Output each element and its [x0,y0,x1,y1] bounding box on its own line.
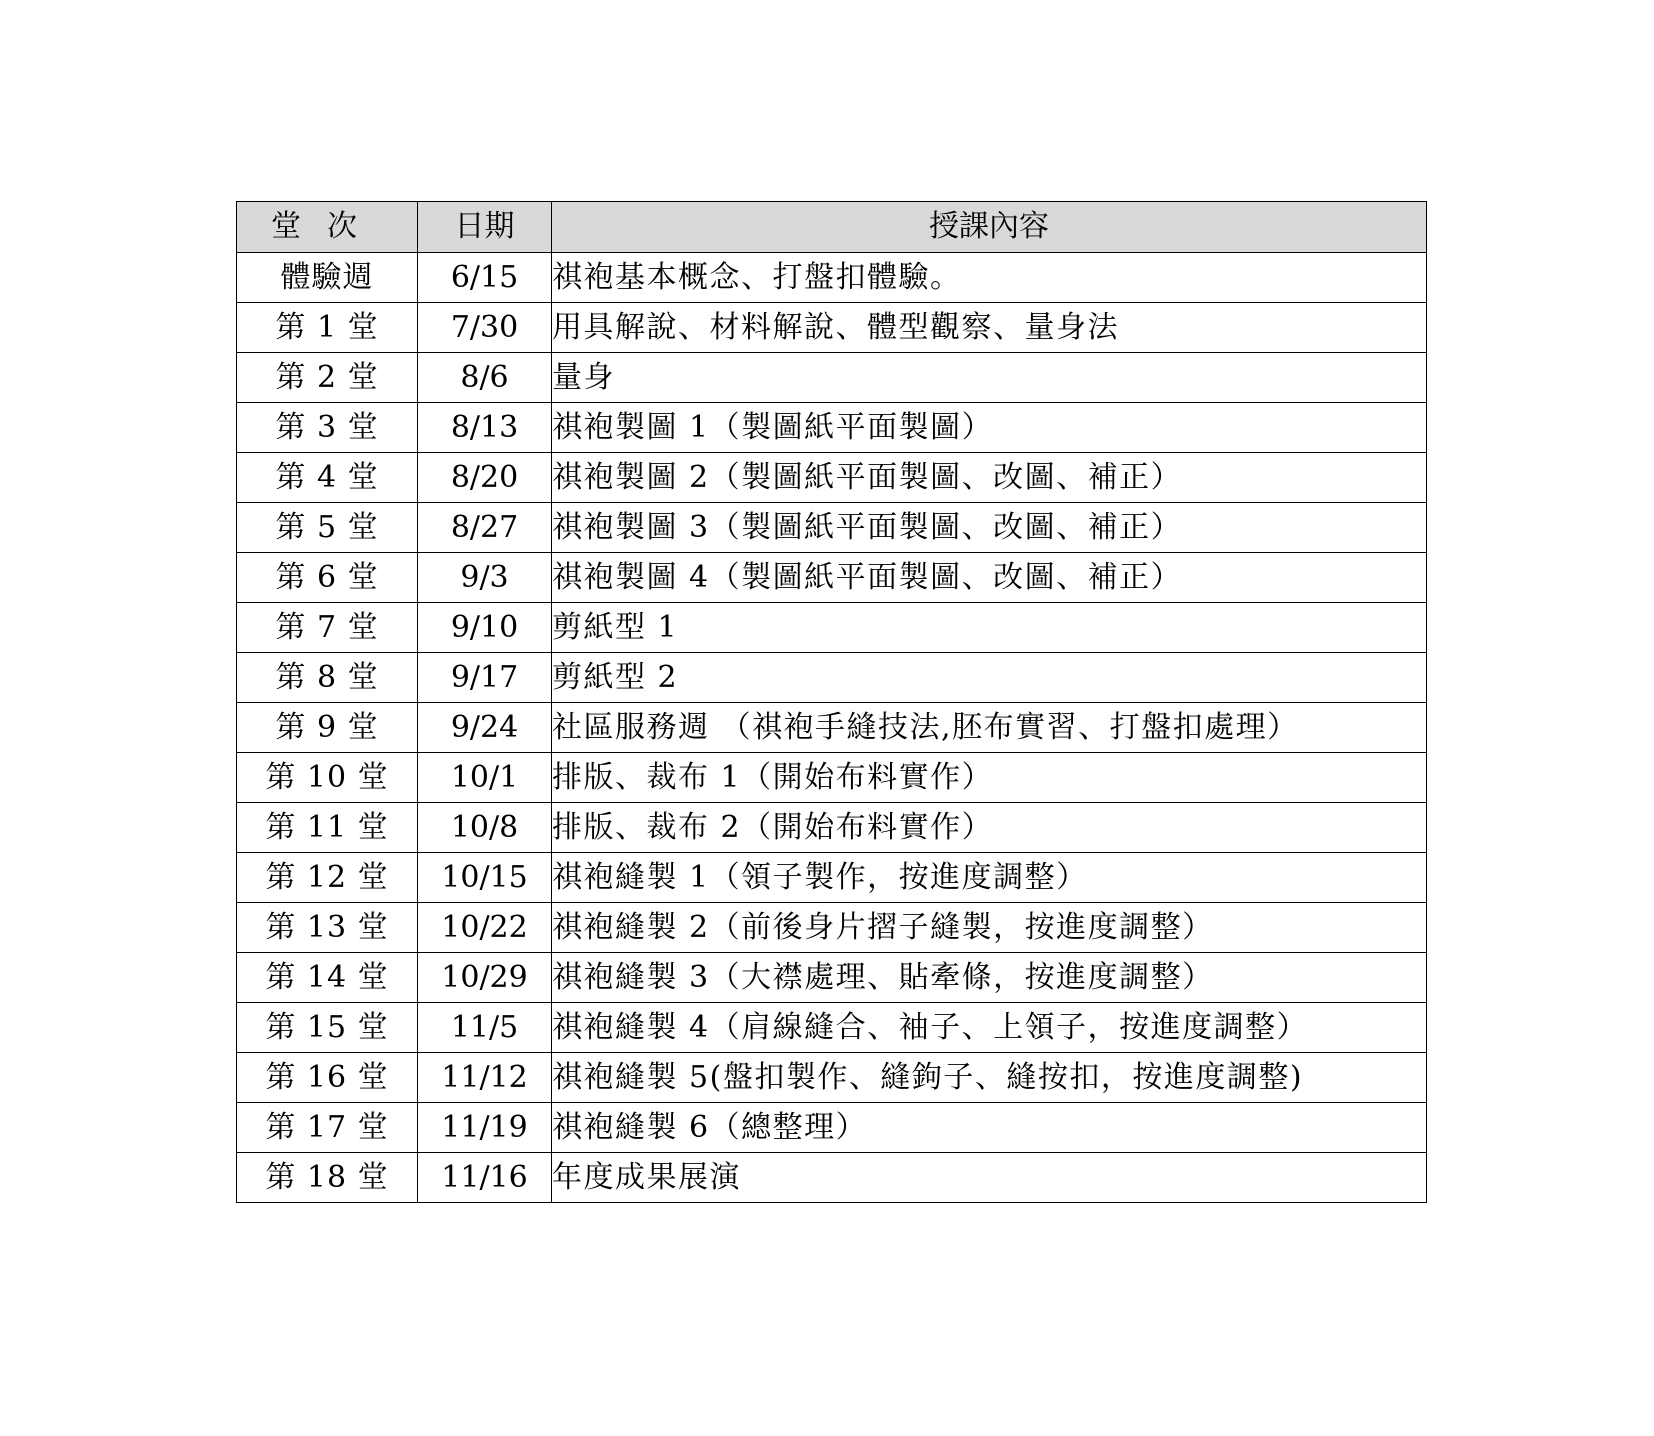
date-cell: 8/27 [418,503,552,553]
table-row [237,1153,1427,1203]
table-row [237,453,1427,503]
session-cell: 第 9 堂 [237,703,418,753]
content-cell: 祺袍縫製 1（領子製作，按進度調整） [552,853,1427,903]
session-cell: 第 1 堂 [237,303,418,353]
session-cell: 第 12 堂 [237,853,418,903]
header-content: 授課內容 [552,202,1427,253]
session-cell: 第 2 堂 [237,353,418,403]
table-row [237,553,1427,603]
table-row [237,1003,1427,1053]
content-cell: 祺袍縫製 4（肩線縫合、袖子、上領子，按進度調整） [552,1003,1427,1053]
content-cell: 祺袍縫製 2（前後身片摺子縫製，按進度調整） [552,903,1427,953]
date-cell: 9/17 [418,653,552,703]
table-row [237,1103,1427,1153]
table-header-row [237,202,1427,253]
table-row [237,903,1427,953]
content-cell: 用具解說、材料解說、體型觀察、量身法 [552,303,1427,353]
date-cell: 9/10 [418,603,552,653]
table-row [237,1053,1427,1103]
date-cell: 8/20 [418,453,552,503]
table-row [237,603,1427,653]
table-row [237,703,1427,753]
content-cell: 排版、裁布 1（開始布料實作） [552,753,1427,803]
date-cell: 10/15 [418,853,552,903]
session-cell: 第 15 堂 [237,1003,418,1053]
session-cell: 第 3 堂 [237,403,418,453]
session-cell: 第 14 堂 [237,953,418,1003]
table-row [237,303,1427,353]
date-cell: 10/29 [418,953,552,1003]
session-cell: 第 13 堂 [237,903,418,953]
content-cell: 祺袍縫製 5(盤扣製作、縫鉤子、縫按扣，按進度調整) [552,1053,1427,1103]
content-cell: 祺袍製圖 2（製圖紙平面製圖、改圖、補正） [552,453,1427,503]
session-cell: 第 8 堂 [237,653,418,703]
session-cell: 體驗週 [237,253,418,303]
table-row [237,353,1427,403]
content-cell: 祺袍製圖 4（製圖紙平面製圖、改圖、補正） [552,553,1427,603]
date-cell: 10/8 [418,803,552,853]
table-row [237,753,1427,803]
session-cell: 第 7 堂 [237,603,418,653]
header-date: 日期 [418,202,552,253]
content-cell: 祺袍基本概念、打盤扣體驗。 [552,253,1427,303]
session-cell: 第 16 堂 [237,1053,418,1103]
content-cell: 祺袍縫製 3（大襟處理、貼牽條，按進度調整） [552,953,1427,1003]
date-cell: 11/12 [418,1053,552,1103]
table-row [237,253,1427,303]
date-cell: 10/22 [418,903,552,953]
table-row [237,853,1427,903]
date-cell: 9/24 [418,703,552,753]
content-cell: 祺袍縫製 6（總整理） [552,1103,1427,1153]
content-cell: 剪紙型 2 [552,653,1427,703]
content-cell: 年度成果展演 [552,1153,1427,1203]
content-cell: 社區服務週 （祺袍手縫技法,胚布實習、打盤扣處理） [552,703,1427,753]
date-cell: 7/30 [418,303,552,353]
table-row [237,953,1427,1003]
course-schedule-table [236,201,1427,1203]
content-cell: 祺袍製圖 1（製圖紙平面製圖） [552,403,1427,453]
content-cell: 祺袍製圖 3（製圖紙平面製圖、改圖、補正） [552,503,1427,553]
date-cell: 8/6 [418,353,552,403]
header-session: 堂次 [237,202,418,253]
date-cell: 10/1 [418,753,552,803]
session-cell: 第 4 堂 [237,453,418,503]
date-cell: 11/5 [418,1003,552,1053]
content-cell: 排版、裁布 2（開始布料實作） [552,803,1427,853]
session-cell: 第 6 堂 [237,553,418,603]
date-cell: 11/16 [418,1153,552,1203]
content-cell: 量身 [552,353,1427,403]
table-row [237,403,1427,453]
date-cell: 6/15 [418,253,552,303]
date-cell: 11/19 [418,1103,552,1153]
date-cell: 9/3 [418,553,552,603]
session-cell: 第 17 堂 [237,1103,418,1153]
table-row [237,653,1427,703]
session-cell: 第 10 堂 [237,753,418,803]
table-row [237,503,1427,553]
session-cell: 第 18 堂 [237,1153,418,1203]
session-cell: 第 11 堂 [237,803,418,853]
content-cell: 剪紙型 1 [552,603,1427,653]
table-row [237,803,1427,853]
session-cell: 第 5 堂 [237,503,418,553]
date-cell: 8/13 [418,403,552,453]
